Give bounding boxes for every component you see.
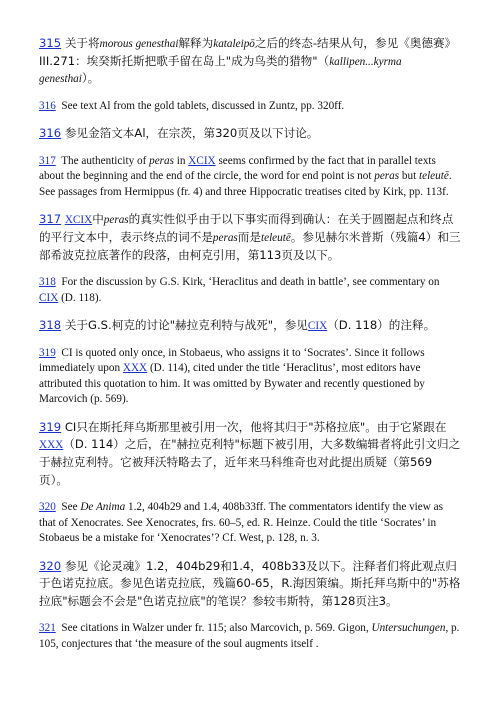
footnote-number-link[interactable]: 321 [39,622,56,635]
greek-term: teleutē [261,231,291,244]
footnote-320-zh [39,558,461,611]
text: 而是 [237,229,261,244]
notes-page [39,35,461,663]
footnote-321-en [39,621,461,652]
text: (D. 118). [58,291,102,304]
text: (D. 114), cited under the title ‘Heraclitus’, most editors have attributed this quotation to him. It was omitted by Bywater and recently questioned by Marcovich (p. 569). [39,362,425,406]
text: See text Al from the gold tablets, discussed in Zuntz, pp. 320ff. [61,99,345,112]
footnote-318-zh [39,317,461,335]
footnote-317-en [39,154,461,201]
text: 中 [92,212,104,227]
footnote-number-link[interactable]: 315 [39,36,62,50]
footnote-316-en [39,99,461,115]
text: See [61,501,81,514]
footnote-317-zh [39,211,461,264]
footnote-number-link[interactable]: 317 [39,154,56,167]
greek-term: peras [374,170,400,183]
footnote-number-link[interactable]: 318 [39,276,56,289]
footnote-number-link[interactable]: 320 [39,501,56,514]
greek-term: kataleipō [213,38,255,50]
text: 之后的终态-结果从句，参见《奥德赛》III.271：埃癸斯托斯把歌手留在岛上"成为鸟类的猎物"（ [39,36,457,68]
footnote-number-link[interactable]: 318 [39,318,62,333]
text: CI只在斯托拜乌斯那里被引用一次，他将其归于"苏格拉底"。由于它紧跟在 [64,419,447,434]
footnote-320-en [39,500,461,547]
text: , p. 105, conjectures that ‘the measure of the soul augments itself . [39,622,460,650]
text: but [399,170,419,183]
text: See citations in Walzer under fr. 115; also Marcovich, p. 569. Gigon, [61,622,372,635]
greek-term: peras [212,231,238,244]
footnote-number-link[interactable]: 316 [39,126,62,141]
footnote-number-link[interactable]: 317 [39,212,62,227]
text: 1.2, 404b29 and 1.4, 408b33ff. The commentators identify the view as that of Xenocrates. See Xenocrates, frs. 60–5, ed. R. Heinze. Could the title ‘Socrates’ in Stobaeus be a mistake for ‘Xenocrates’? Cf. West, p. 128, n. 3. [39,501,443,545]
fragment-link[interactable]: XCIX [188,154,216,167]
text: 解释为 [178,36,214,50]
footnote-number-link[interactable]: 319 [39,419,62,434]
text: CI is quoted only once, in Stobaeus, who assigns it to ‘Socrates’. Since it follows immediately upon [39,346,425,375]
text: 关于G.S.柯克的讨论"赫拉克利特与战死"，参见 [64,318,308,333]
fragment-link[interactable]: XXX [122,362,148,375]
text: 。参见赫尔米普斯（残篇4）和三部希波克拉底著作的段落，由柯克引用，第113页及以下。 [39,229,461,262]
text: 关于将 [64,36,100,50]
footnote-number-link[interactable]: 319 [39,346,56,359]
footnote-number-link[interactable]: 316 [39,99,56,112]
work-title: Untersuchungen [371,622,446,635]
footnote-319-en [39,346,461,408]
text: 参见金箔文本Al，在宗茨，第320页及以下讨论。 [64,126,319,141]
work-title: De Anima [80,501,126,514]
text: seems confirmed by the fact that in parallel texts about the beginning and the end of the circle, the word for end point is not [39,154,436,183]
fragment-link[interactable]: CIX [307,320,328,333]
text: in [173,154,189,167]
greek-term: morous genesthai [99,38,179,50]
footnote-315-zh [39,35,461,88]
footnote-number-link[interactable]: 320 [39,558,62,573]
footnote-319-zh [39,419,461,489]
greek-term: kallipen...kyrma genesthai [39,55,402,86]
text: （D. 114）之后，在"赫拉克利特"标题下被引用，大多数编辑者将此引文归之于赫拉克利特。它被拜沃特略去了，近年来马科维奇也对此提出质疑（第569页）。 [39,437,461,487]
text: The authenticity of [61,154,150,167]
text: （D. 118）的注释。 [327,318,436,333]
text: ）。 [81,71,100,86]
text: For the discussion by G.S. Kirk, ‘Heraclitus and death in battle’, see commentary on [61,276,440,289]
fragment-link[interactable]: XXX [39,439,64,452]
greek-term: peras [103,214,129,227]
greek-term: peras [149,154,174,167]
text: 的真实性似乎由于以下事实而得到确认：在关于圆圈起点和终点的平行文本中，表示终点的词不是 [39,212,454,244]
fragment-link[interactable]: XCIX [64,214,93,227]
footnote-316-zh [39,125,461,143]
text: 参见《论灵魂》1.2，404b29和1.4，408b33及以下。注释者们将此观点归于色诺克拉底。参见色诺克拉底，残篇60-65，R.海因策编。斯托拜乌斯中的"苏格拉底"标题会不会是"色诺克拉底"的笔误？参较韦斯特，第128页注3。 [39,558,461,608]
fragment-link[interactable]: CIX [39,291,59,304]
greek-term: teleutē [419,170,449,183]
text: . See passages from Hermippus (fr. 4) and three Hippocratic treatises cited by Kirk, pp. 113f. [39,170,452,198]
footnote-318-en [39,275,461,306]
